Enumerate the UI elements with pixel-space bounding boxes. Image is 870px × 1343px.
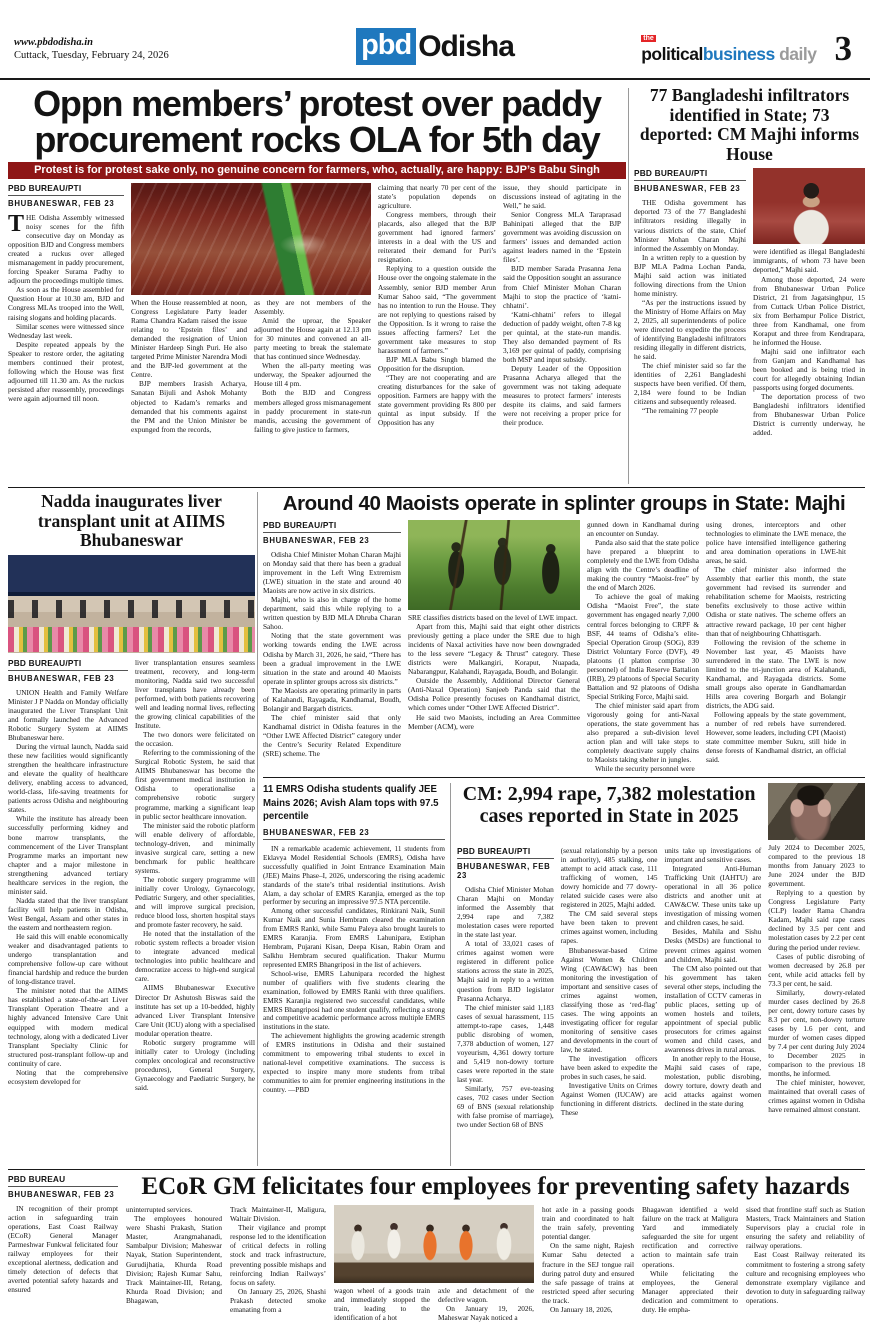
paragraph: THE Odisha Assembly witnessed noisy scenes for the fifth consecutive day on Monday as opposition BJD and Congress members created a ruckus over alleged mismanagement in paddy procurement, forcing Speaker Surama Padhy to adjourn the proceedings multiple times. (8, 211, 124, 286)
paragraph: The investigation officers have been asked to expedite the probes in such cases, he said. (560, 1054, 658, 1082)
paragraph: Besides, Mahila and Sishu Desks (MSDs) are functional to prevent crimes against women and children, Majhi said. (664, 927, 762, 964)
paragraph: He noted that the installation of the robotic system reflects a broader vision to integrate advanced medical technologies into public healthcare and democratize access to high-end surgical care. (135, 929, 255, 984)
paragraph: units take up investigations of important and sensitive cases. (664, 846, 762, 865)
paragraph: While the security personnel were (595, 764, 695, 774)
paragraph: “As per the instructions issued by the Ministry of Home Affairs on May 2, 2025, all superintendents of police were directed to expedite the process of identifying Bangladeshi infiltrators residing illegally in different districts, he said. (634, 297, 746, 362)
column (263, 520, 401, 768)
headline-infiltrators: 77 Bangladeshi infiltrators identified in State; 73 deported: CM Majhi informs House (639, 85, 860, 164)
article-text (334, 1286, 430, 1330)
headline-block (457, 783, 761, 840)
article-text (561, 846, 658, 1158)
paragraph: Similarly, dowry-related murder cases declined by 26.8 per cent, dowry torture cases by 8.3 per cent, non-dowry torture cases by 1.6 per cent, and murder of women cases dipped by 7.4 per cent during July 2024 to December 2025 in comparison to the previous 18 months, he informed. (768, 987, 865, 1079)
article-text (126, 1205, 222, 1331)
byline: PBD BUREAU/PTI (457, 846, 554, 859)
paragraph: When the House reassembled at noon, Congress Legislature Party leader Rama Chandra Kadam raised the issue relating to ‘Epstein files’ and demanded the resignation of Union Minister Hardeep Singh Puri. He also targeted Prime Minister Narendra Modi and the BJP-led government at the Centre. (131, 298, 247, 380)
headline-nadda: Nadda inaugurates liver transplant unit at AIIMS Bhubaneswar (37, 491, 226, 551)
paragraph: Amid the uproar, the Speaker adjourned the House again at 12.13 pm for 30 minutes and convened an all-party meeting to break the stalemate that has continued since Wednesday. (254, 316, 371, 362)
dateline: BHUBANESWAR, FEB 23 (263, 536, 370, 545)
paragraph: uninterrupted services. (126, 1205, 193, 1215)
byline: PBD BUREAU (8, 1174, 118, 1187)
paragraph: The robotic surgery programme will initially cover Urology, Gynaecology, Pediatric Surgery, and other specialities, and will improve surgical precision, reduce blood loss, shorten hospital stays and promote faster recovery, he said. (135, 874, 255, 930)
paragraph: In another reply to the House, Majhi said cases of rape, molestation, public disrobing, dowry torture, dowry death and acid attacks against women declined in the state during (664, 1054, 762, 1109)
paragraph: Both the BJD and Congress members alleged gross mismanagement in paddy procurement in state-run mandis, accusing the government of failing to give justice to farmers, (254, 388, 371, 434)
paragraph: The minister said the robotic platform will enable delivery of affordable, technology-driven, and minimally invasive surgical care, setting a new benchmark for public healthcare systems. (135, 820, 255, 875)
paragraph: Similarly, 757 eve-teasing cases, 702 cases under Section 69 of BNS (sexual relationship with false promise of marriage), two under Section 68 of BNS (457, 1084, 554, 1130)
article-text (768, 843, 865, 1158)
paragraph: claiming that nearly 70 per cent of the state’s population depends on agriculture. (378, 183, 496, 211)
paragraph: were identified as illegal Bangladeshi immigrants, of whom 73 have been deported,” Majhi said. (753, 247, 865, 275)
headline-paddy: Oppn members’ protest over paddy procurement rocks OLA for 5th day (33, 83, 601, 160)
article-text (263, 845, 445, 1175)
paragraph: The CM also pointed out that his government has taken several other steps, including the installation of CCTV cameras in public places, setting up of women hostels and toilets, appointment of special public prosecutors for crimes against women and child cases, and awareness drives in rural areas. (664, 963, 762, 1055)
dateline: BHUBANESWAR, FEB 23 (8, 199, 115, 208)
headline-maoists: Around 40 Maoists operate in splinter groups in State: Majhi (282, 492, 846, 515)
brand-business: business (702, 43, 775, 64)
paragraph: hot axle in a passing goods train and coordinated to halt the train safely, preventing potential danger. (542, 1205, 634, 1242)
column (408, 520, 580, 768)
page-number: 3 (834, 29, 852, 68)
paragraph: On January 18, 2026, (550, 1304, 613, 1314)
article-text (131, 298, 247, 470)
article-text (230, 1205, 326, 1331)
article-text (642, 1205, 738, 1331)
paragraph: Bhubaneswar-based Crime Against Women & Children Wing (CAW&CW) has been monitoring the investigation of important and sensitive cases of crimes against women, classifying those as ‘red-flag’ cases. The wing appoints an investigating officer for regular monitoring of sensitive cases and developments in the court of law, he stated. (560, 945, 658, 1055)
paragraph: Following appeals by the state government, a number of red rebels have surrendered. However, some leaders, including CPI (Maoist) state committee member Sukru, still hide in dense forests of Kandhamal district, an official said. (706, 709, 846, 765)
paragraph: The minister noted that the AIIMS has established a state-of-the-art Liver Transplant Operation Theatre and a highly advanced Intensive Care Unit equipped with modern medical technology, along with a dedicated Liver Transplant Specialty Clinic for structured post-transplant follow-up and continuity of care. (8, 986, 128, 1068)
paragraph: Noting that the comprehensive ecosystem developed for (8, 1067, 128, 1086)
paragraph: IN a remarkable academic achievement, 11 students from Eklavya Model Residential Schools (EMRS), Odisha have successfully qualified in Joint Entrance Examination Main (JEE) Mains Phase–I, 2026, underscoring the rising academic standards of the state’s tribal residential institutions. Avish Alam, a day scholar of EMRS Karanjia, emerged as the top performer by securing an impressive 97.5 NTA percentile. (263, 844, 445, 907)
paragraph: axle and detachment of the defective wagon. (438, 1286, 534, 1305)
paragraph: Apart from this, Majhi said that eight other districts previously getting a place under the SRE due to high incidents of Naxal activities have now been downgraded to the less severe “Legacy & Thrust” category. These districts were Malkangiri, Koraput, Nuapada, Nabarangpur, Kalahandi, Rayagada, Boudh, and Bolangir. (408, 622, 580, 677)
photo-cell (768, 783, 865, 840)
paragraph: SRE classifies districts based on the level of LWE impact. (408, 613, 578, 622)
paragraph: Following the revision of the scheme in November last year, 45 Maoists have surrendered in the state. The LWE is now limited to the tri-junction area of Kalahandi, Kandhamal, and Rayagada districts. Some small groups also operate in Gandhamardan Hills area covering Borgarh and Bolangir districts, the ADG said. (706, 637, 846, 710)
paragraph: As soon as the House assembled for Question Hour at 10.30 am, BJD and Congress MLAs trooped into the Well, raising slogans and holding placards. (8, 285, 124, 322)
website-url: www.pbdodisha.in (14, 37, 93, 48)
brand-wordmark (641, 34, 817, 65)
paragraph: He said this will enable economically weaker and disadvantaged patients to undergo transplantation and comprehensive follow-up care without financial hardship and reduce the burden of long-distance travel. (8, 932, 128, 987)
paragraph: Bhagawan identified a weld failure on the track at Maligura Yard and immediately safeguarded the site for urgent rectification and corrective action to maintain safe train operations. (642, 1205, 738, 1269)
article-text (503, 183, 621, 473)
paragraph: AIIMS Bhubaneswar Executive Director Dr Ashutosh Biswas said the institute has set up a 10-bedded, highly advanced Liver Transplant Intensive Care Unit (ICU) along with a specialised modular operation theatre. (135, 983, 255, 1038)
section-rule (263, 777, 865, 778)
paragraph: The two donors were felicitated on the occasion. (135, 730, 255, 749)
edition-dateline: Cuttack, Tuesday, February 24, 2026 (14, 50, 169, 62)
paragraph: A total of 33,021 cases of crimes against women were registered in different police stations across the state in 2025, Majhi said in reply to a written question from BJD legislator Prasanna Acharya. (457, 939, 554, 1003)
article-text (254, 298, 371, 470)
kicker-banner: Protest is for protest sake only, no genuine concern for farmers, who, actually, are happy: BJP’s Babu Singh (8, 162, 626, 179)
paragraph: UNION Health and Family Welfare Minister J P Nadda on Monday officially inaugurated the Liver Transplant Unit and formally launched the Advanced Robotic Surgery System at AIIMS Bhubaneswar here. (8, 687, 128, 743)
paragraph: The achievement highlights the growing academic strength of EMRS institutions in Odisha and their sustained commitment to empowering tribal students to excel in national-level competitive examinations. The success is expected to inspire many more students from tribal communities to aim for premier engineering institutions in the country. —PBD (263, 1032, 445, 1094)
article-text (438, 1286, 534, 1330)
paragraph: The chief minister said 1,183 cases of sexual harassment, 115 attempt-to-rape cases, 1,448 public disrobing of women, 7,378 abduction of women, 127 voyeurism, 4,361 dowry torture and 5,419 non-dowry torture cases were reported in the state last year. (457, 1002, 554, 1084)
paragraph: “They are not cooperating and are creating disturbances for the sake of opposition. Farmers are happy with the state government providing Rs 800 per quintal as input subsidy. If the Opposition has any (378, 372, 496, 428)
article-infiltrators (634, 86, 865, 486)
paragraph: sised that frontline staff such as Station Masters, Track Maintainers and Station Supervisors play a crucial role in ensuring the safety and reliability of railway operations. (746, 1205, 865, 1251)
dateline: BHUBANESWAR, FEB 23 (263, 828, 445, 840)
paragraph: Among those deported, 24 were from Bhubaneswar Urban Police District, 21 from Jagatsinghpur, 15 from Cuttack Urban Police District, six from Berhampur Police District, three from Kandhamal, one from Koraput and three from Kendrapara, he informed the House. (753, 274, 865, 347)
article-maoists (263, 492, 865, 773)
byline: PBD BUREAU/PTI (8, 658, 128, 671)
paragraph: gunned down in Kandhamal during an encounter on Sunday. (587, 520, 699, 539)
ecor-main-block (126, 1174, 865, 1338)
column (8, 658, 128, 1178)
article-text (378, 183, 496, 473)
paragraph: During the virtual launch, Nadda said these new facilities would significantly strengthen the healthcare infrastructure and elevate the quality of healthcare delivery, enabling access to advanced, world-class, life-saving treatments for patients across Odisha and neighbouring states. (8, 742, 128, 815)
aiims-event-photo (8, 555, 255, 653)
paragraph: The employees honoured were Shashi Prakash, Station Master, Arangmahanadi, Sambalpur Division; Maheswar Nayak, Station Superintendent, Gurudijhatia, Khurda Road Division; Rajesh Kumar Sahu, Track Maintainer-III, Retang, Khurda Road Division; and Bhagawan, (126, 1214, 222, 1305)
article-text (457, 885, 554, 1129)
paragraph: THE Odisha government has deported 73 of the 77 Bangladeshi infiltrators residing illegally in various districts of the state, Chief Minister Mohan Charan Majhi informed the Assembly on Monday. (634, 198, 746, 253)
edition-name: Odisha (418, 29, 514, 63)
dateline: BHUBANESWAR, FEB 23 (457, 862, 551, 880)
paragraph: Panda also said that the state police have prepared a blueprint to completely end the LWE from Odisha align with the Centre’s deadline of making the country “Maoist-free” by the end of March 2026. (587, 538, 699, 593)
article-text (135, 658, 255, 1178)
paragraph: Congress members, through their placards, also alleged that the BJP government had ignored farmers’ interests in a deal with the US and reiterated their demand for Puri’s resignation. (378, 210, 496, 265)
article-emrs-jee (263, 783, 445, 1166)
distressed-woman-photo (768, 783, 865, 840)
pbd-logo: pbd (356, 28, 416, 65)
article-text (753, 247, 865, 437)
article-text (542, 1205, 634, 1331)
paragraph: The chief minister also informed the Assembly that earlier this month, the state government had revised its surrender and rehabilitation scheme for Maoists, restricting benefits exclusively to those active within Odisha or state natives. The scheme offers an attractive reward package, 10 per cent higher than that of neighbouring Chhattisgarh. (706, 565, 846, 638)
paragraph: Similar scenes were witnessed since Wednesday last week. (8, 321, 124, 340)
column (8, 1174, 118, 1338)
paragraph: Nadda stated that the liver transplant facility will help patients in Odisha, West Bengal, Assam and other states in the eastern and northeastern region. (8, 895, 128, 932)
article-text (665, 846, 762, 1158)
article-text (746, 1205, 865, 1331)
paragraph: Outside the Assembly, Additional Director General (Anti-Naxal Operation) Sanjeeb Panda said that the Odisha Police presently focuses on Kandhamal district, which comes under “Other LWE Affected District”. (408, 676, 580, 713)
article-text (8, 688, 128, 1086)
paragraph: as they are not members of the Assembly. (254, 298, 371, 317)
paragraph: Replying to a question by Congress Legislature Party (CLP) leader Rama Chandra Kadam, Majhi said rape cases declined by 3.5 per cent and molestation cases by 2.2 per cent during the period under review. (768, 888, 865, 952)
byline: PBD BUREAU/PTI (8, 183, 124, 196)
ecor-felicitation-photo (334, 1205, 534, 1283)
paragraph: School-wise, EMRS Lahunipara recorded the highest number of qualifiers with five students clearing the examination, followed by EMRS Ranki with three qualifiers. EMRS Karanjia registered two successful candidates, while EMRS Bhangriposi had one student qualify, reflecting a strong and competitive academic performance across multiple EMRS institutions in the state. (263, 969, 445, 1032)
paragraph: Odisha Chief Minister Mohan Charan Majhi on Monday informed the Assembly that 2,994 rape and 7,382 molestation cases were reported in the state last year. (457, 885, 554, 940)
article-paddy-protest (8, 83, 626, 485)
article-text (408, 613, 580, 731)
paragraph: wagon wheel of a goods train and immediately stopped the train, leading to the identification of a hot (334, 1286, 430, 1323)
paragraph: (sexual relationship by a person in authority), 485 stalking, one attempt to acid attack case, 111 trafficking of women, 145 dowry homicide and 77 dowry-related suicide cases were also registered in 2025, Majhi added. (560, 846, 658, 910)
paragraph: On January 19, 2026, Maheswar Nayak noticed a (438, 1304, 534, 1323)
paragraph: Deputy Leader of the Opposition Prasanna Acharya alleged that the government was not taking adequate measures to protect farmers’ interests despite its claims, and said farmers were not receiving a proper price for their produce. (503, 363, 621, 428)
section-rule (8, 487, 865, 488)
paragraph: When the all-party meeting was underway, the Speaker adjourned the House till 4 pm. (254, 361, 371, 389)
headline-emrs: 11 EMRS Odisha students qualify JEE Mains 2026; Avish Alam tops with 97.5 percentile (263, 783, 439, 823)
masthead-rule (0, 78, 870, 80)
paragraph: Noting that the state government was working towards ending the LWE across Odisha by March 31, 2026, he said, “There has been a gradual improvement in the LWE situation in the state and around 40 Maoists operate in splinter groups across six districts.” (263, 631, 401, 686)
paragraph: The chief minister said apart from vigorously going for anti-Naxal operations, the state government has also prepared a sub-division level action plan and will take steps to completely deactivate supply chains to Maoists taking shelter in jungles. (587, 700, 699, 765)
paragraph: On January 25, 2026, Shashi Prakash detected smoke emanating from a (230, 1286, 326, 1314)
byline: PBD BUREAU/PTI (263, 520, 401, 533)
article-nadda-aiims (8, 492, 255, 1166)
paragraph: Track Maintainer-II, Maligura, Waltair Division. (230, 1205, 326, 1224)
paragraph: The chief minister said that only Kandhamal district in Odisha features in the “Other LWE Affected District” category under the Centre’s Security Related Expenditure (SRE) scheme. The (263, 712, 401, 759)
article-text (263, 550, 401, 758)
dateline: BHUBANESWAR, FEB 23 (8, 1190, 115, 1199)
paragraph: East Coast Railway reiterated its commitment to fostering a strong safety culture and recognising employees who demonstrate exemplary vigilance and devotion to duty in safeguarding railway operations. (746, 1250, 865, 1305)
article-text (634, 198, 746, 415)
article-ecor-safety (8, 1174, 865, 1338)
column (131, 183, 371, 473)
column-divider (257, 492, 258, 1166)
article-text (587, 520, 699, 774)
paragraph: The Maoists are operating primarily in parts of Kalahandi, Rayagada, Kandhamal, Boudh, Bolangir and Bargarh districts. (263, 685, 401, 713)
paragraph: BJP MLA Babu Singh blamed the Opposition for the disruption. (378, 354, 496, 373)
paragraph: To achieve the goal of making Odisha “Maoist Free”, the state government has engaged nearly 7,000 central forces belonging to CRPF & BSF, 44 teams of Odisha’s elite-Special Operation Group (SOG), 839 District Voluntary Force (DVF), 49 platoons (1 platton comprise 30 personnel) of India Reserve Battalion (IRB), 29 platoons of Special Security Battalion and 92 platoons of Odisha Special Striking Force, Majhi said. (587, 592, 699, 701)
paragraph: Cases of public disrobing of women decreased by 26.8 per cent, while acid attacks fell by 73.3 per cent, he said. (768, 951, 865, 988)
paragraph: Odisha Chief Minister Mohan Charan Majhi on Monday said that there has been a gradual improvement in the Left Wing Extremism (LWE) situation in the state and around 40 Maoists are now active in six districts. (263, 550, 401, 596)
column (457, 846, 554, 1158)
maoists-photo (408, 520, 580, 610)
byline: PBD BUREAU/PTI (634, 168, 746, 181)
assembly-protest-photo (131, 183, 371, 295)
brand-daily: daily (779, 43, 817, 64)
column (634, 168, 746, 494)
paragraph: BJD member Sarada Prasanna Jena said the Opposition sought an assurance from Chief Minister Mohan Charan Majhi to stop the practice of ‘katni-chhatni’. (503, 264, 621, 310)
paragraph: Majhi, who is also in charge of the home department, said this while replying to a written question by BJD MLA Dhruba Charan Sahoo. (263, 595, 401, 632)
paragraph: Replying to a question outside the House over the ongoing stalemate in the Assembly, senior BJD member Arun Kumar Sahoo said, “The government has no intention to run the House. They are not replying to questions raised by the Opposition. Is it wrong to raise the issues affecting farmers? Let the government take measures to stop harassment of farmers.” (378, 264, 496, 355)
column (8, 183, 124, 473)
paragraph: “The remaining 77 people (642, 406, 719, 416)
column (753, 168, 865, 494)
paragraph: Majhi said one infiltrator each from Ganjam and Kandhamal has been booked and is being tried in court for allegedly obtaining Indian passports using forged documents. (753, 346, 865, 393)
article-text (8, 213, 124, 403)
paragraph: In a written reply to a question by BJP MLA Padma Lochan Panda, Majhi said action was initiated following directions from the Union home ministry. (634, 252, 746, 298)
article-text (8, 1204, 118, 1294)
paragraph: The deportation process of two Bangladeshi infiltrators identified from Bhubaneswar Urban Police District is currently underway, he added. (753, 392, 865, 438)
paragraph: liver transplantation ensures seamless treatment, recovery, and long-term monitoring, Nadda said two successful liver transplants have already been performed, with both patients recovering well and leading normal lives, reflecting the growing clinical capabilities of the Institute. (135, 657, 255, 731)
dateline: BHUBANESWAR, FEB 23 (634, 184, 741, 194)
paragraph: BJP members Irasish Acharya, Sanatan Bijuli and Ashok Mohanty objected to Kadam’s remarks and demanded that his comments against the PM and the Union Minister be expunged from the records, (131, 379, 247, 434)
paragraph: Their vigilance and prompt response led to the identification of critical defects in rolling stock and track infrastructure, preventing possible mishaps and reinforcing Indian Railways’ focus on safety. (230, 1223, 326, 1287)
paragraph: The chief minister, however, maintained that overall cases of crimes against women in Odisha have remained almost constant. (768, 1078, 865, 1115)
headline-crimes: CM: 2,994 rape, 7,382 molestation cases reported in State in 2025 (462, 783, 756, 827)
paragraph: July 2024 to December 2025, compared to the previous 18 months from January 2023 to June 2024 under the BJD government. (768, 843, 865, 889)
paragraph: He said two Maoists, including an Area Committee Member (ACM), were (408, 712, 580, 731)
dateline: BHUBANESWAR, FEB 23 (8, 673, 115, 683)
article-text (706, 520, 846, 768)
paragraph: using drones, interceptors and other technologies to eliminate the LWE menace, the police have intensified intelligence gathering and area domination operations in LWE-hit areas, he said. (706, 520, 846, 566)
paragraph: The chief minister said so far the identities of 2,261 Bangladeshi suspects have been verified. Of them, 2,184 were found to be Indian citizens and subsequently released. (634, 361, 746, 407)
paragraph: issue, they should participate in discussions instead of agitating in the Well,” he said. (503, 183, 621, 211)
paragraph: Integrated Anti-Human Trafficking Unit (IAHTU) are operational in all 36 police districts and another unit at CAW&CW. These units take up investigation of missing women and children cases, he said. (664, 864, 762, 928)
paragraph: While the institute has already been successfully performing kidney and bone marrow transplants, the commencement of the Liver Transplant Programme marks an important new chapter and a major milestone in strengthening advanced tertiary healthcare services in the region, the minister said. (8, 814, 128, 896)
paragraph: Senior Congress MLA Taraprasad Bahinipati alleged that the BJP government was avoiding discussion on farmers’ issues and demanded action against leaders named in the ‘Epstein files’. (503, 210, 621, 265)
column-divider (628, 88, 629, 484)
paragraph: Investigative Units on Crimes Against Women (IUCAW) are functioning in different districts. These (560, 1081, 658, 1118)
paragraph: The CM said several steps have been taken to prevent crimes against women, including rapes. (560, 909, 658, 946)
paragraph: Referring to the commissioning of the Surgical Robotic System, he said that AIIMS Bhubaneswar has become the first government medical institution in Odisha to operationalise a comprehensive robotic surgery programme, marking a significant leap in public sector healthcare innovation. (135, 748, 255, 821)
paragraph: On the same night, Rajesh Kumar Sahu detected a fracture in the SEJ tongue rail during patrol duty and ensured the safe passage of trains at restricted speed after securing the track. (542, 1241, 634, 1305)
photo-column (334, 1205, 534, 1331)
paragraph: While felicitating the employees, the General Manager appreciated their dedication and commitment to duty. He empha- (642, 1268, 738, 1314)
column-divider (450, 783, 451, 1166)
section-rule (8, 1169, 865, 1170)
brand-the-badge: the (643, 34, 654, 42)
headline-ecor: ECoR GM felicitates four employees for preventing safety hazards (141, 1173, 850, 1200)
paragraph: IN recognition of their prompt action in safeguarding train operations, East Coast Railway (ECoR) General Manager Parmeshwar Funkwal felicitated four railway employees for their exceptional alertness, dedication and timely detection of defects that averted potential safety hazards and ensured (8, 1204, 118, 1295)
cm-majhi-photo (753, 168, 865, 244)
brand-political: political (641, 43, 703, 64)
masthead-brand (641, 29, 852, 68)
paragraph: Among other successful candidates, Rinkirani Naik, Sunil Kumar Naik and Sunia Hembram cleared the examination from EMRS Ranki, while Samu Paleya also brought laurels to EMRS Karanjia. From EMRS Lahunipara, Estiphan Hembram, Pujarani Kisan, Deepa Kisan, Rabin Oram and Salkhu Hembram secured qualification. Thakur Murmu represented EMRS Bhangriposi in the list of achievers. (263, 907, 445, 969)
article-crimes-against-women (457, 783, 865, 1166)
paragraph: ‘Katni-chhatni’ refers to illegal deduction of paddy weight, often 7-8 kg per quintal, at the state-run mandis. They also demanded payment of Rs 3,169 per quintal of paddy, comprising both MSP and input subsidy. (503, 309, 621, 364)
paragraph: Robotic surgery programme will initially cater to Urology (including complex oncological and reconstructive procedures), General Surgery, Gynaecology and Paediatric Surgery, he said. (135, 1037, 255, 1092)
paragraph: Despite repeated appeals by the Speaker to restore order, the agitating members continued their protest, following which the House was first adjourned till 11.30 am. As the ruckus persisted after reassembly, proceedings were again adjourned till noon. (8, 339, 124, 403)
